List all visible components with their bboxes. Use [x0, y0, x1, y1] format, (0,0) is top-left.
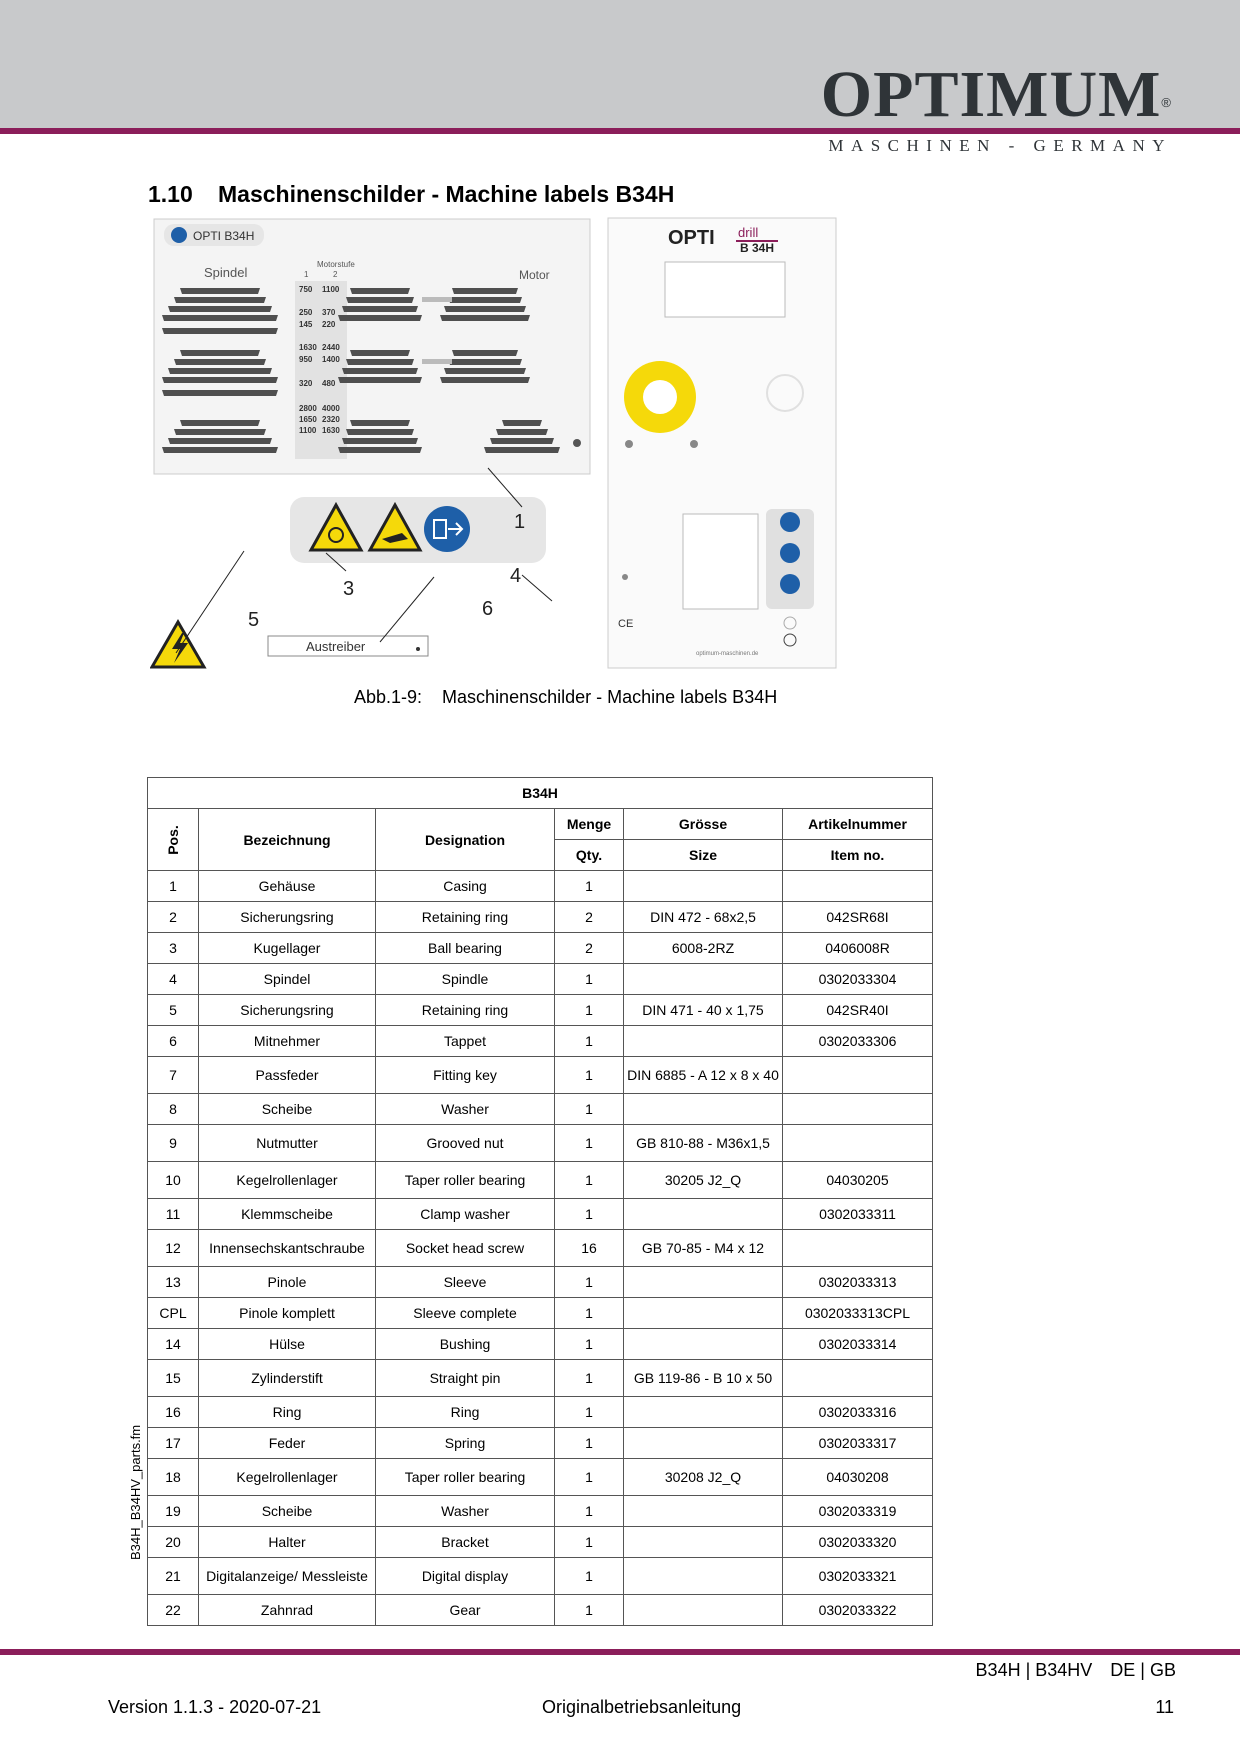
header-bezeichnung: Bezeichnung — [199, 809, 376, 871]
cell-item-no: 04030205 — [783, 1162, 933, 1199]
cell-pos: 16 — [148, 1397, 199, 1428]
speed-label-plate — [154, 219, 590, 474]
table-row — [148, 995, 933, 1026]
cell-qty: 1 — [555, 1125, 624, 1162]
cell-designation: Clamp washer — [376, 1199, 555, 1230]
table-row — [148, 1162, 933, 1199]
header-pos: Pos. — [148, 809, 199, 871]
caption-label: Abb.1-9: — [354, 687, 423, 707]
read-manual-icon — [780, 512, 800, 532]
cell-pos: 1 — [148, 871, 199, 902]
cell-qty: 1 — [555, 1428, 624, 1459]
cell-qty: 1 — [555, 1360, 624, 1397]
cell-bezeichnung: Mitnehmer — [199, 1026, 376, 1057]
cell-pos: 7 — [148, 1057, 199, 1094]
cell-bezeichnung: Gehäuse — [199, 871, 376, 902]
cell-designation: Spring — [376, 1428, 555, 1459]
cell-qty: 16 — [555, 1230, 624, 1267]
cell-item-no: 0406008R — [783, 933, 933, 964]
machine-labels-figure — [150, 215, 850, 675]
cell-size — [624, 1298, 783, 1329]
display-window — [683, 514, 758, 609]
cell-designation: Taper roller bearing — [376, 1459, 555, 1496]
cell-item-no: 0302033314 — [783, 1329, 933, 1360]
plate-gear-1: 1 — [304, 270, 309, 279]
plate-speed-value: 370 — [322, 308, 336, 317]
warning-signs-panel — [290, 497, 546, 563]
cell-size — [624, 1397, 783, 1428]
footer-model-info — [976, 1660, 1176, 1681]
table-row — [148, 1496, 933, 1527]
cell-size — [624, 1094, 783, 1125]
cell-size — [624, 964, 783, 995]
table-row — [148, 871, 933, 902]
cell-item-no — [783, 1057, 933, 1094]
cell-size — [624, 1199, 783, 1230]
cell-pos: 6 — [148, 1026, 199, 1057]
cell-item-no: 0302033313 — [783, 1267, 933, 1298]
cell-qty: 1 — [555, 1267, 624, 1298]
cell-bezeichnung: Hülse — [199, 1329, 376, 1360]
cell-item-no — [783, 1230, 933, 1267]
cell-item-no: 0302033321 — [783, 1558, 933, 1595]
cell-size — [624, 1558, 783, 1595]
cell-item-no: 0302033319 — [783, 1496, 933, 1527]
cell-bezeichnung: Scheibe — [199, 1496, 376, 1527]
plate-speed-value: 1100 — [322, 285, 340, 294]
cell-qty: 1 — [555, 1558, 624, 1595]
cell-item-no — [783, 1360, 933, 1397]
austreiber-label — [268, 636, 428, 656]
cell-designation: Sleeve complete — [376, 1298, 555, 1329]
plate-speed-value: 220 — [322, 320, 336, 329]
cell-designation: Washer — [376, 1496, 555, 1527]
source-file-label: B34H_B34HV_parts.fm — [128, 1424, 143, 1560]
cell-designation: Washer — [376, 1094, 555, 1125]
plate-col-left: Spindel — [204, 265, 248, 280]
cell-size: DIN 472 - 68x2,5 — [624, 902, 783, 933]
plate-speed-value: 480 — [322, 379, 336, 388]
cell-qty: 1 — [555, 964, 624, 995]
cell-size — [624, 1527, 783, 1558]
plate-speed-value: 1100 — [299, 426, 317, 435]
cell-bezeichnung: Pinole — [199, 1267, 376, 1298]
section-heading — [148, 181, 674, 208]
table-row — [148, 902, 933, 933]
cell-qty: 1 — [555, 1199, 624, 1230]
logo-tagline: MASCHINEN - GERMANY — [828, 136, 1172, 155]
footer-version: Version 1.1.3 - 2020-07-21 — [108, 1697, 322, 1717]
plate-speed-value: 1650 — [299, 415, 317, 424]
plate-speed-value: 750 — [299, 285, 313, 294]
cell-size — [624, 1496, 783, 1527]
footer-accent-line — [0, 1649, 1240, 1655]
header-menge: Menge — [555, 809, 624, 840]
austreiber-text: Austreiber — [306, 639, 366, 654]
cell-qty: 1 — [555, 1057, 624, 1094]
cell-pos: 12 — [148, 1230, 199, 1267]
cell-bezeichnung: Innensechskantschraube — [199, 1230, 376, 1267]
plate-speed-value: 1630 — [299, 343, 317, 352]
cell-size: GB 70-85 - M4 x 12 — [624, 1230, 783, 1267]
cell-bezeichnung: Halter — [199, 1527, 376, 1558]
electrical-hazard-warning-icon — [152, 622, 204, 667]
footer-model: B34H | B34HV — [975, 1660, 1093, 1680]
table-row — [148, 964, 933, 995]
plate-dot-icon — [573, 439, 581, 447]
cell-size: 30205 J2_Q — [624, 1162, 783, 1199]
cell-bezeichnung: Scheibe — [199, 1094, 376, 1125]
cell-qty: 1 — [555, 1026, 624, 1057]
plate-speed-value: 2320 — [322, 415, 340, 424]
cell-pos: 19 — [148, 1496, 199, 1527]
footer-manual-type: Originalbetriebsanleitung — [542, 1697, 742, 1717]
cell-item-no: 0302033320 — [783, 1527, 933, 1558]
header-groesse: Grösse — [624, 809, 783, 840]
cell-item-no: 0302033304 — [783, 964, 933, 995]
cell-pos: 22 — [148, 1595, 199, 1626]
cell-designation: Tappet — [376, 1026, 555, 1057]
cell-qty: 1 — [555, 1397, 624, 1428]
cell-qty: 1 — [555, 1298, 624, 1329]
cell-pos: 17 — [148, 1428, 199, 1459]
cell-item-no — [783, 871, 933, 902]
cell-bezeichnung: Zylinderstift — [199, 1360, 376, 1397]
cell-pos: 5 — [148, 995, 199, 1026]
cell-size — [624, 1428, 783, 1459]
cell-size — [624, 1329, 783, 1360]
table-row — [148, 1428, 933, 1459]
cell-designation: Casing — [376, 871, 555, 902]
cell-pos: 15 — [148, 1360, 199, 1397]
table-row — [148, 1298, 933, 1329]
cell-designation: Retaining ring — [376, 995, 555, 1026]
cell-pos: 3 — [148, 933, 199, 964]
header-artikelnummer: Artikelnummer — [783, 809, 933, 840]
cell-designation: Spindle — [376, 964, 555, 995]
cell-item-no: 0302033313CPL — [783, 1298, 933, 1329]
cell-bezeichnung: Sicherungsring — [199, 902, 376, 933]
cell-pos: 4 — [148, 964, 199, 995]
section-number: 1.10 — [148, 181, 193, 207]
caption-text: Maschinenschilder - Machine labels B34H — [442, 687, 778, 707]
cell-qty: 1 — [555, 1329, 624, 1360]
cell-size: GB 119-86 - B 10 x 50 — [624, 1360, 783, 1397]
cell-designation: Fitting key — [376, 1057, 555, 1094]
cell-qty: 1 — [555, 1527, 624, 1558]
plate-speed-value: 1630 — [322, 426, 340, 435]
cell-size: 6008-2RZ — [624, 933, 783, 964]
cell-item-no: 0302033317 — [783, 1428, 933, 1459]
table-row — [148, 1527, 933, 1558]
cell-designation: Bracket — [376, 1527, 555, 1558]
cell-bezeichnung: Zahnrad — [199, 1595, 376, 1626]
cell-qty: 1 — [555, 995, 624, 1026]
cell-bezeichnung: Pinole komplett — [199, 1298, 376, 1329]
cell-size — [624, 1026, 783, 1057]
header-designation: Designation — [376, 809, 555, 871]
cell-designation: Socket head screw — [376, 1230, 555, 1267]
machine-front-panel — [608, 218, 836, 668]
cell-bezeichnung: Spindel — [199, 964, 376, 995]
cell-designation: Bushing — [376, 1329, 555, 1360]
cell-designation: Retaining ring — [376, 902, 555, 933]
plate-speed-value: 950 — [299, 355, 313, 364]
cell-designation: Ring — [376, 1397, 555, 1428]
cell-qty: 1 — [555, 871, 624, 902]
eye-protection-icon — [780, 543, 800, 563]
cell-pos: 21 — [148, 1558, 199, 1595]
cell-bezeichnung: Klemmscheibe — [199, 1199, 376, 1230]
header-item-no: Item no. — [783, 840, 933, 871]
header-qty: Qty. — [555, 840, 624, 871]
safety-shoes-icon — [780, 574, 800, 594]
cell-designation: Straight pin — [376, 1360, 555, 1397]
cell-item-no — [783, 1125, 933, 1162]
cell-size: DIN 471 - 40 x 1,75 — [624, 995, 783, 1026]
cell-qty: 1 — [555, 1595, 624, 1626]
table-row — [148, 1267, 933, 1298]
panel-brand: OPTI — [668, 227, 715, 249]
cell-qty: 1 — [555, 1094, 624, 1125]
cell-size — [624, 1595, 783, 1626]
cell-size — [624, 871, 783, 902]
cell-qty: 1 — [555, 1162, 624, 1199]
cell-bezeichnung: Nutmutter — [199, 1125, 376, 1162]
cell-bezeichnung: Kugellager — [199, 933, 376, 964]
cell-pos: 14 — [148, 1329, 199, 1360]
cell-size: 30208 J2_Q — [624, 1459, 783, 1496]
cell-bezeichnung: Sicherungsring — [199, 995, 376, 1026]
callout-5: 5 — [248, 609, 260, 631]
cell-item-no — [783, 1094, 933, 1125]
table-row — [148, 1026, 933, 1057]
plate-speed-value: 320 — [299, 379, 313, 388]
cell-item-no: 0302033311 — [783, 1199, 933, 1230]
optimum-logo — [820, 58, 1172, 156]
cell-bezeichnung: Passfeder — [199, 1057, 376, 1094]
table-row — [148, 1057, 933, 1094]
table-row — [148, 933, 933, 964]
cell-bezeichnung: Kegelrollenlager — [199, 1459, 376, 1496]
plate-speed-value: 2800 — [299, 404, 317, 413]
cell-item-no: 0302033316 — [783, 1397, 933, 1428]
plate-speed-value: 250 — [299, 308, 313, 317]
callout-3: 3 — [343, 578, 355, 600]
cell-pos: 20 — [148, 1527, 199, 1558]
callout-4: 4 — [510, 565, 522, 587]
footer-language: DE | GB — [1110, 1660, 1176, 1680]
cell-pos: CPL — [148, 1298, 199, 1329]
plate-speed-value: 1400 — [322, 355, 340, 364]
table-row — [148, 1595, 933, 1626]
plate-logo-icon — [171, 227, 187, 243]
cell-size — [624, 1267, 783, 1298]
plate-speed-value: 4000 — [322, 404, 340, 413]
figure-caption — [354, 687, 777, 708]
cell-pos: 8 — [148, 1094, 199, 1125]
cell-designation: Taper roller bearing — [376, 1162, 555, 1199]
table-row — [148, 1094, 933, 1125]
table-row — [148, 1125, 933, 1162]
plate-speed-value: 2440 — [322, 343, 340, 352]
plate-col-right: Motor — [519, 268, 550, 282]
table-row — [148, 1360, 933, 1397]
table-row — [148, 1558, 933, 1595]
cell-size: DIN 6885 - A 12 x 8 x 40 — [624, 1057, 783, 1094]
panel-url: optimum-maschinen.de — [696, 651, 759, 657]
table-row — [148, 1230, 933, 1267]
cell-item-no: 04030208 — [783, 1459, 933, 1496]
cell-designation: Grooved nut — [376, 1125, 555, 1162]
header-size: Size — [624, 840, 783, 871]
table-row — [148, 1397, 933, 1428]
cell-pos: 18 — [148, 1459, 199, 1496]
cell-designation: Gear — [376, 1595, 555, 1626]
parts-table-body — [148, 871, 933, 1626]
table-row — [148, 1459, 933, 1496]
cell-qty: 2 — [555, 902, 624, 933]
logo-wordmark: OPTIMUM — [820, 58, 1162, 131]
cell-item-no: 0302033306 — [783, 1026, 933, 1057]
cell-bezeichnung: Digitalanzeige/ Messleiste — [199, 1558, 376, 1595]
table-row — [148, 1199, 933, 1230]
cell-qty: 2 — [555, 933, 624, 964]
callout-1: 1 — [514, 511, 526, 533]
cell-qty: 1 — [555, 1496, 624, 1527]
table-row — [148, 1329, 933, 1360]
cell-item-no: 0302033322 — [783, 1595, 933, 1626]
section-title: Maschinenschilder - Machine labels B34H — [218, 181, 675, 207]
parts-table — [147, 777, 933, 1626]
cell-size: GB 810-88 - M36x1,5 — [624, 1125, 783, 1162]
cell-bezeichnung: Ring — [199, 1397, 376, 1428]
panel-product: drill — [738, 225, 759, 240]
callout-6: 6 — [482, 598, 494, 620]
cell-pos: 11 — [148, 1199, 199, 1230]
cell-bezeichnung: Feder — [199, 1428, 376, 1459]
cell-designation: Ball bearing — [376, 933, 555, 964]
disconnect-plug-mandatory-icon — [424, 506, 470, 552]
panel-model: B 34H — [740, 241, 775, 255]
cell-pos: 9 — [148, 1125, 199, 1162]
plate-speed-value: 145 — [299, 320, 313, 329]
cell-pos: 2 — [148, 902, 199, 933]
cell-designation: Sleeve — [376, 1267, 555, 1298]
page-number: 11 — [1155, 1697, 1174, 1717]
cell-qty: 1 — [555, 1459, 624, 1496]
cell-bezeichnung: Kegelrollenlager — [199, 1162, 376, 1199]
cell-pos: 13 — [148, 1267, 199, 1298]
plate-brand: OPTI B34H — [193, 229, 255, 243]
plate-gear-2: 2 — [333, 270, 338, 279]
cell-designation: Digital display — [376, 1558, 555, 1595]
plate-col-mid: Motorstufe — [317, 260, 355, 269]
cell-pos: 10 — [148, 1162, 199, 1199]
registered-mark: ® — [1161, 95, 1172, 110]
table-title: B34H — [148, 778, 933, 809]
cell-item-no: 042SR40I — [783, 995, 933, 1026]
ce-mark: CE — [618, 618, 634, 630]
cell-item-no: 042SR68I — [783, 902, 933, 933]
